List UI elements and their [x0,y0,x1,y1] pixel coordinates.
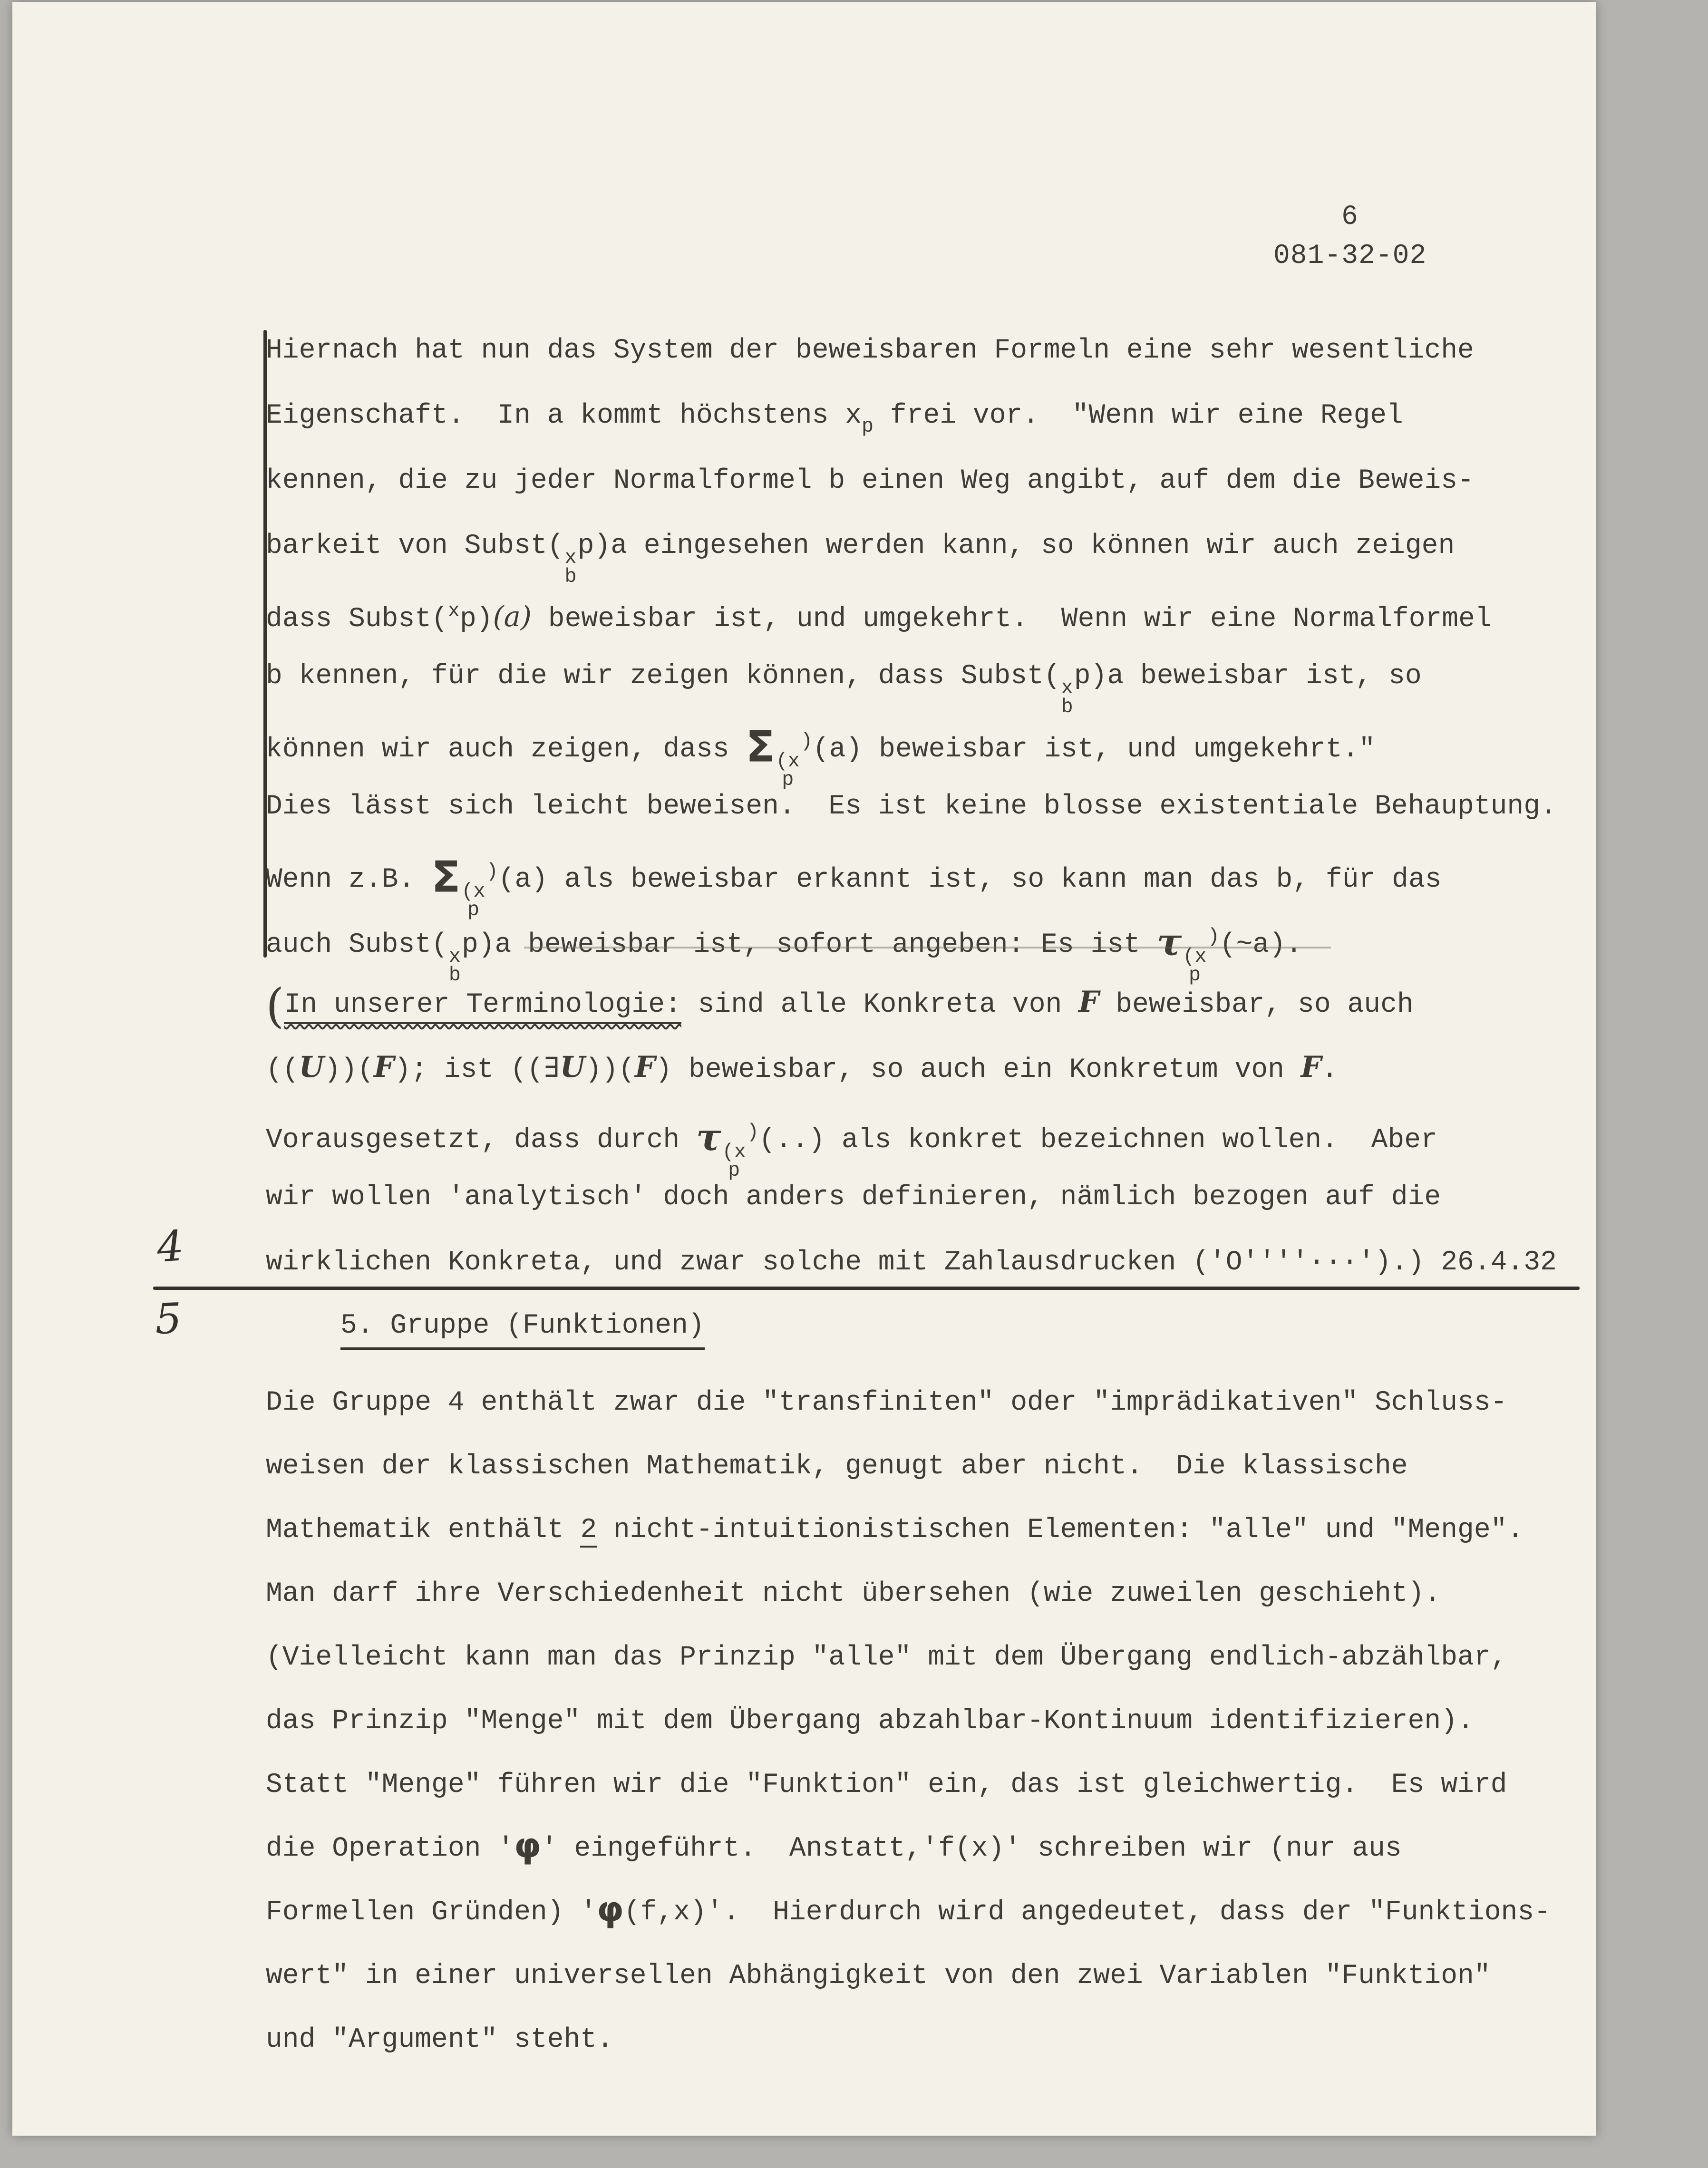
text-segment: Eigenschaft. In a kommt höchstens x [266,400,862,431]
tau-segment: τ [696,1115,721,1160]
big-segment: Σ [431,852,461,902]
text-segment: (Vielleicht kann man das Prinzip "alle" mit dem Übergang endlich-abzählbar, [266,1642,1507,1673]
margin-note-4: 4 [155,1221,185,1272]
text-line [266,1881,1578,1945]
text-segment: Formellen Gründen) ' [266,1897,597,1928]
text-segment: ); ist ((∃ [394,1055,560,1085]
text-line [266,1945,1578,2008]
sup-segment: ) [1207,925,1220,948]
text-line [266,579,1578,644]
text-line [266,1562,1578,1626]
text-line [266,2008,1578,2072]
text-segment: kennen, die zu jeder Normalformel b einen Weg angibt, auf dem die Beweis- [266,465,1474,496]
text-line [266,904,1578,987]
sup-segment: ) [747,1121,759,1143]
sub-segment: p [862,415,874,438]
text-segment: ))( [324,1055,374,1085]
text-line [266,774,1578,839]
text-segment: Dies lässt sich leicht beweisen. Es ist keine blosse existentiale Behauptung. [266,791,1557,822]
text-line [266,709,1578,792]
paper-sheet [12,2,1596,2136]
text-line [266,448,1578,513]
big-segment: Σ [746,722,775,772]
bigparen-segment: ( [266,978,284,1034]
text-line [266,1499,1578,1562]
text-segment: ))( [585,1055,635,1085]
text-segment: wirklichen Konkreta, und zwar solche mit Zahlausdrucken ('O''''···').) 26.4.32 [266,1247,1557,1278]
text-segment: beweisbar ist, und umgekehrt. Wenn wir eine Normalformel [532,603,1492,635]
text-segment: (..) als konkret bezeichnen wollen. Aber [758,1124,1437,1156]
scr-segment: F [1300,1050,1321,1084]
phi-segment: φ [597,1889,624,1930]
text-segment: Mathematik enthält [266,1515,581,1546]
text-line [266,1690,1578,1753]
paragraph-2 [266,1371,1578,2072]
sup-segment: ) [486,860,498,883]
text-line [266,644,1578,718]
text-segment: p)a beweisbar ist, so [1074,661,1422,692]
text-segment: (a) als beweisbar erkannt ist, so kann man das b, für das [498,864,1442,895]
sup-segment: ) [800,730,813,753]
scr-segment: F [635,1050,656,1084]
text-segment: nicht-intuitionistischen Elementen: "alle" und "Menge". [597,1515,1524,1546]
math-sub-sup-stack: x b [448,945,461,987]
wavy-segment: In unserer Terminologie: [284,989,681,1024]
text-group [528,920,1302,987]
text-line [266,1371,1578,1435]
text-line [266,839,1578,922]
text-segment: die Operation ' [266,1833,514,1864]
scr-segment: U [560,1050,585,1084]
tau-segment: τ [1156,920,1182,964]
text-segment: barkeit von Subst( [266,531,564,561]
text-segment: auch Subst( [266,929,448,960]
text-segment: Man darf ihre Verschiedenheit nicht übersehen (wie zuweilen geschieht). [266,1578,1441,1609]
text-line [266,383,1578,448]
text-segment: beweisbar, so auch [1099,989,1414,1020]
text-segment: sind alle Konkreta von [681,989,1079,1020]
math-sub-sup-stack: x b [1061,676,1073,718]
text-line [266,1753,1578,1817]
text-segment: wir wollen 'analytisch' doch anders definieren, nämlich bezogen auf die [266,1182,1441,1213]
paragraph-1 [266,318,1578,1295]
hand-segment: (a) [493,600,532,633]
math-sub-sup-stack: x b [564,546,577,588]
text-segment: Wenn z.B. [266,864,432,895]
text-segment: (( [266,1055,299,1085]
text-line [266,513,1578,588]
text-line [266,1626,1578,1690]
text-segment: (~a). [1219,929,1302,960]
scr-segment: F [374,1050,395,1084]
page-number: 6 [1341,202,1358,232]
scr-segment: F [1078,985,1099,1019]
text-line [266,1435,1578,1499]
text-segment: p)a eingesehen werden kann, so können wir auch zeigen [577,531,1455,561]
math-sub-sup-stack: (x p [1183,945,1207,987]
text-line [266,1230,1578,1295]
text-segment: b kennen, für die wir zeigen können, dass Subst( [266,661,1060,692]
section-divider-rule [153,1287,1580,1290]
text-segment: beweisbar ist, sofort angeben: Es ist [528,929,1157,960]
u-segment: 2 [580,1515,597,1548]
scr-segment: U [299,1050,324,1084]
text-segment: Vorausgesetzt, dass durch [266,1124,696,1156]
text-line [266,969,1578,1035]
text-segment: wert" in einer universellen Abhängigkeit von den zwei Variablen "Funktion" [266,1961,1491,1992]
text-segment: und "Argument" steht. [266,2024,613,2055]
text-segment: können wir auch zeigen, dass [266,734,746,765]
text-segment: p)a [461,929,528,960]
text-line [266,1817,1578,1881]
text-segment: Die Gruppe 4 enthält zwar die "transfiniten" oder "imprädikativen" Schluss- [266,1387,1507,1418]
margin-note-5: 5 [154,1294,183,1344]
text-segment: ) beweisbar, so auch ein Konkretum von [655,1055,1301,1085]
sup-segment: x [447,600,460,622]
text-line [266,1165,1578,1230]
math-sub-sup-stack: (x p [461,880,485,922]
text-line [266,1035,1578,1100]
text-segment: (f,x)'. Hierdurch wird angedeutet, dass der "Funktions- [623,1897,1551,1928]
text-segment: dass Subst( [266,603,448,635]
text-segment: Hiernach hat nun das System der beweisbaren Formeln eine sehr wesentliche [266,335,1474,366]
text-segment: Statt "Menge" führen wir die "Funktion" ein, das ist gleichwertig. Es wird [266,1770,1507,1800]
document-id: 081-32-02 [1273,241,1427,271]
text-segment: weisen der klassischen Mathematik, genugt aber nicht. Die klassische [266,1451,1408,1482]
section-heading: 5. Gruppe (Funktionen) [340,1309,705,1350]
text-line [266,1100,1578,1182]
math-sub-sup-stack: (x p [722,1140,746,1182]
text-segment: frei vor. "Wenn wir eine Regel [873,400,1403,431]
phi-segment: φ [514,1826,541,1866]
text-segment: . [1321,1055,1338,1085]
text-segment: das Prinzip "Menge" mit dem Übergang abzahlbar-Kontinuum identifizieren). [266,1706,1474,1737]
text-segment: (a) beweisbar ist, und umgekehrt." [812,734,1376,765]
text-segment: ' eingeführt. Anstatt,'f(x)' schreiben wir (nur aus [541,1833,1402,1864]
text-segment: p) [459,603,493,635]
math-sub-sup-stack: (x p [776,749,800,792]
text-line [266,318,1578,383]
